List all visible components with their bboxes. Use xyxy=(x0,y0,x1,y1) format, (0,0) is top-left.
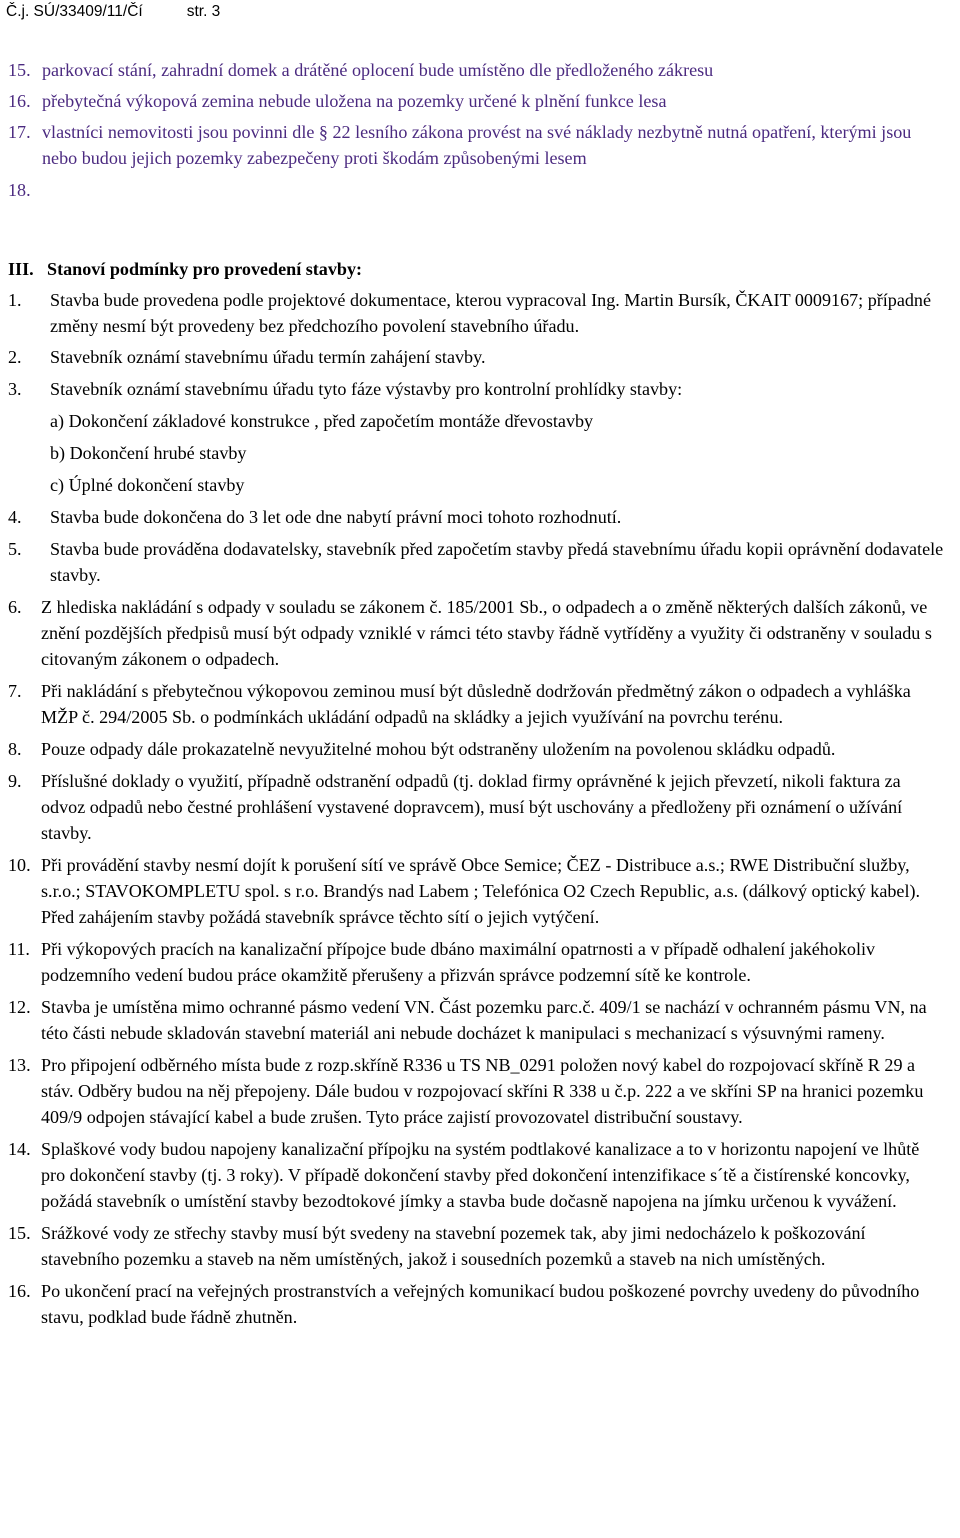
item-number: 5. xyxy=(8,539,22,559)
item-number: 7. xyxy=(8,681,22,701)
item-number: 15. xyxy=(8,60,31,80)
page-number: str. 3 xyxy=(186,3,221,20)
item-number: 18. xyxy=(8,180,31,200)
list-item xyxy=(8,1220,946,1272)
list-item xyxy=(8,994,946,1046)
list-item xyxy=(8,57,946,83)
item-text: Pouze odpady dále prokazatelně nevyužitelné mohou být odstraněny uložením na povolenou skládku odpadů. xyxy=(41,739,836,759)
list-item xyxy=(8,88,946,114)
item-text: Stavba je umístěna mimo ochranné pásmo vedení VN. Část pozemku parc.č. 409/1 se nachází v ochranném pásmu VN, na této části nebude skladován stavební materiál ani nebude docházet k manipulaci s mechanizací s výsuvnými rameny. xyxy=(41,997,927,1043)
list-item xyxy=(8,594,946,672)
item-number: 17. xyxy=(8,122,31,142)
section-heading xyxy=(8,256,946,282)
item-number: 11. xyxy=(8,939,30,959)
sub-item: b) Dokončení hrubé stavby xyxy=(50,443,247,463)
item-number: 3. xyxy=(8,379,22,399)
item-text: přebytečná výkopová zemina nebude uložena na pozemky určené k plnění funkce lesa xyxy=(42,91,667,111)
item-text: Splaškové vody budou napojeny kanalizační přípojku na systém podtlakové kanalizace a to v horizontu napojení ve lhůtě pro dokončení stavby (tj. 3 roky). V případě dokončení stavby před dokončení intenzifikace s´tě a čistírenské koncovky, požádá stavebník o umístění stavby bezodtokové jímky a stavba bude dočasně napojena na jímku určenou k vyvážení. xyxy=(41,1139,920,1211)
item-number: 6. xyxy=(8,597,22,617)
item-text: vlastníci nemovitosti jsou povinni dle § 22 lesního zákona provést na své náklady nezbytně nutná opatření, kterými jsou nebo budou jejich pozemky zabezpečeny proti škodám způsobenými lesem xyxy=(42,122,912,168)
list-item xyxy=(8,177,946,203)
item-number: 13. xyxy=(8,1055,31,1075)
list-item xyxy=(8,768,946,846)
item-number: 15. xyxy=(8,1223,31,1243)
item-number: 14. xyxy=(8,1139,31,1159)
list-item xyxy=(8,119,946,171)
list-item xyxy=(8,736,946,762)
item-number: 16. xyxy=(8,91,31,111)
item-text: Při výkopových pracích na kanalizační přípojce bude dbáno maximální opatrnosti a v případě odhalení jakéhokoliv podzemního vedení budou práce okamžitě přerušeny a přizván správce podzemní sítě ke kontrole. xyxy=(41,939,876,985)
list-item xyxy=(8,344,946,370)
item-text: Stavba bude dokončena do 3 let ode dne nabytí právní moci tohoto rozhodnutí. xyxy=(50,507,622,527)
item-text: Stavebník oznámí stavebnímu úřadu termín zahájení stavby. xyxy=(50,347,486,367)
list-item xyxy=(8,678,946,730)
item-text: Při provádění stavby nesmí dojít k porušení sítí ve správě Obce Semice; ČEZ - Distribuce a.s.; RWE Distribuční služby, s.r.o.; STAVOKOMPLETU spol. s r.o. Brandýs nad Labem ; Telefónica O2 Czech Republic, a.s. (dálkový optický kabel). Před zahájením stavby požádá stavebník správce těchto sítí o jejich vytýčení. xyxy=(41,855,921,927)
sub-item: a) Dokončení základové konstrukce , před započetím montáže dřevostavby xyxy=(50,411,594,431)
section-title: Stanoví podmínky pro provedení stavby: xyxy=(47,259,363,279)
list-item xyxy=(8,504,946,530)
list-item xyxy=(8,287,946,339)
list-item xyxy=(8,536,946,588)
item-text: Z hlediska nakládání s odpady v souladu se zákonem č. 185/2001 Sb., o odpadech a o změně některých dalších zákonů, ve znění pozdějších předpisů musí být odpady vzniklé v rámci této stavby řádně vytříděny a využity či odstraněny v souladu s citovaným zákonem o odpadech. xyxy=(41,597,932,669)
item-number: 16. xyxy=(8,1281,31,1301)
item-text: Srážkové vody ze střechy stavby musí být svedeny na stavební pozemek tak, aby jimi nedocházelo k poškozování stavebního pozemku a staveb na něm umístěných, jakož i sousedních pozemků a staveb na nich umístěných. xyxy=(41,1223,866,1269)
item-text: Stavebník oznámí stavebnímu úřadu tyto fáze výstavby pro kontrolní prohlídky stavby: xyxy=(50,379,683,399)
item-text: Stavba bude provedena podle projektové dokumentace, kterou vypracoval Ing. Martin Bursík, ČKAIT 0009167; případné změny nesmí být provedeny bez předchozího povolení stavebního úřadu. xyxy=(50,290,932,336)
item-number: 8. xyxy=(8,739,22,759)
list-item xyxy=(8,1052,946,1130)
item-number: 10. xyxy=(8,855,31,875)
document-header xyxy=(6,2,220,22)
item-number: 2. xyxy=(8,347,22,367)
list-item xyxy=(8,1136,946,1214)
item-text xyxy=(42,177,946,203)
conditions-list xyxy=(8,287,946,1330)
item-text: Při nakládání s přebytečnou výkopovou zeminou musí být důsledně dodržován předmětný zákon o odpadech a vyhláška MŽP č. 294/2005 Sb. o podmínkách ukládání odpadů na skládky a jejich využívání na povrchu terénu. xyxy=(41,681,911,727)
section-number: III. xyxy=(8,259,34,279)
item-number: 4. xyxy=(8,507,22,527)
item-text: Příslušné doklady o využití, případně odstranění odpadů (tj. doklad firmy oprávněné k jejich převzetí, nikoli faktura za odvoz odpadů nebo čestné prohlášení vystavené dopravcem), musí být uschovány a předloženy při oznámení o užívání stavby. xyxy=(41,771,903,843)
sub-item: c) Úplné dokončení stavby xyxy=(50,475,245,495)
item-text: Pro připojení odběrného místa bude z rozp.skříně R336 u TS NB_0291 položen nový kabel do rozpojovací skříně R 29 a stáv. Odběry budou na něj přepojeny. Dále budou v rozpojovací skříni R 338 u č.p. 222 a ve skříni SP na hranici pozemku 409/9 odpojen stávající kabel a bude zrušen. Tyto práce zajistí provozovatel distribuční soustavy. xyxy=(41,1055,924,1127)
list-item xyxy=(8,936,946,988)
list-item xyxy=(8,376,946,402)
previous-conditions xyxy=(8,57,946,203)
item-text: parkovací stání, zahradní domek a drátěné oplocení bude umístěno dle předloženého zákresu xyxy=(42,60,714,80)
list-item xyxy=(8,1278,946,1330)
reference-number: Č.j. SÚ/33409/11/Čí xyxy=(6,3,143,20)
item-number: 9. xyxy=(8,771,22,791)
list-item xyxy=(8,852,946,930)
item-text: Stavba bude prováděna dodavatelsky, stavebník před započetím stavby předá stavebnímu úřadu kopii oprávnění dodavatele stavby. xyxy=(50,539,944,585)
item-number: 12. xyxy=(8,997,31,1017)
item-number: 1. xyxy=(8,290,22,310)
item-text: Po ukončení prací na veřejných prostranstvích a veřejných komunikací budou poškozené povrchy uvedeny do původního stavu, podklad bude řádně zhutněn. xyxy=(41,1281,920,1327)
